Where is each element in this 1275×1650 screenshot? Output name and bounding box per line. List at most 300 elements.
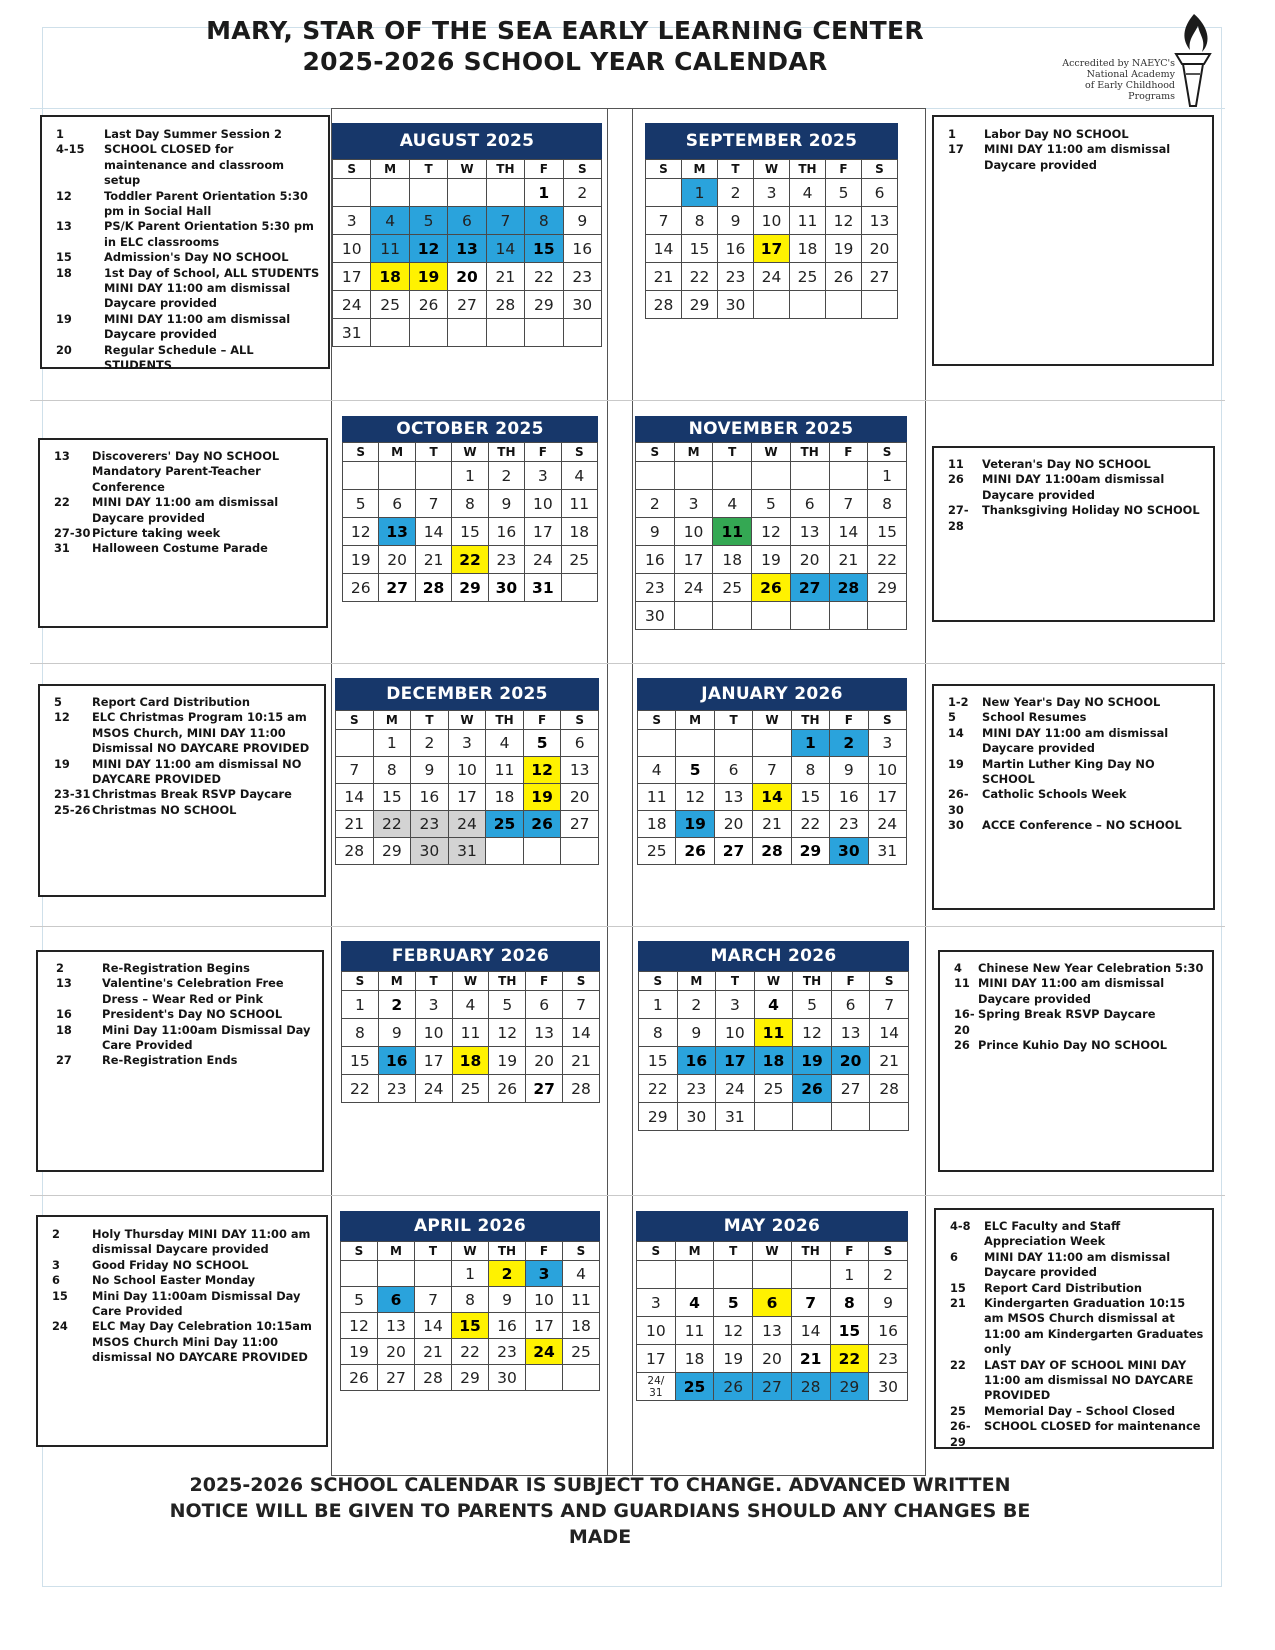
day-cell: 4 [754, 991, 793, 1019]
day-cell: 30 [488, 574, 524, 602]
day-cell: 1 [682, 179, 718, 207]
day-cell: 24/ 31 [637, 1373, 676, 1401]
day-cell: 28 [415, 1365, 452, 1391]
week-row [638, 838, 907, 865]
day-cell: 26 [343, 574, 379, 602]
day-cell: 26 [341, 1365, 378, 1391]
empty-cell [790, 291, 826, 319]
weekday-label: TH [486, 711, 524, 730]
accreditation-text: Accredited by NAEYC's National Academy of Early Childhood Programs [1062, 58, 1175, 102]
week-row [343, 462, 598, 490]
day-cell: 13 [831, 1019, 870, 1047]
day-cell: 27 [561, 811, 599, 838]
row-separator [30, 1195, 1225, 1196]
weekday-label: S [639, 972, 678, 991]
note-entry [54, 787, 316, 802]
note-text: MINI DAY 11:00 am dismissal Daycare provided [104, 311, 291, 342]
day-cell: 6 [714, 757, 752, 784]
note-date: 19 [54, 756, 70, 771]
day-cell: 26 [752, 574, 791, 602]
day-cell: 6 [378, 1287, 415, 1313]
day-cell: 20 [379, 546, 415, 574]
day-cell: 4 [713, 490, 752, 518]
weekday-label: W [452, 972, 489, 991]
calendar-august-2025 [332, 123, 602, 347]
day-cell: 19 [409, 263, 447, 291]
day-cell: 3 [525, 462, 561, 490]
day-cell: 24 [415, 1075, 452, 1103]
day-cell: 5 [489, 991, 526, 1019]
empty-cell [561, 838, 599, 865]
day-cell: 5 [409, 207, 447, 235]
day-cell: 18 [713, 546, 752, 574]
day-cell: 22 [639, 1075, 678, 1103]
week-row [341, 1339, 600, 1365]
day-cell: 23 [488, 546, 524, 574]
day-cell: 21 [791, 1345, 830, 1373]
weekday-label: W [754, 972, 793, 991]
day-cell: 18 [486, 784, 524, 811]
weekday-label: W [754, 160, 790, 179]
day-cell: 15 [791, 784, 829, 811]
weekday-label: T [411, 711, 449, 730]
weekday-label: S [869, 1242, 908, 1261]
day-cell: 13 [378, 1313, 415, 1339]
note-text: MINI DAY 11:00 am dismissal NO DAYCARE PROVIDED [92, 756, 302, 787]
day-cell: 23 [830, 811, 868, 838]
weekday-label: S [868, 443, 907, 462]
note-date: 5 [54, 695, 62, 709]
weekday-label: TH [790, 160, 826, 179]
day-cell: 19 [489, 1047, 526, 1075]
month-grid [636, 1241, 908, 1401]
day-cell: 22 [682, 263, 718, 291]
day-cell: 14 [336, 784, 374, 811]
note-date: 15 [950, 1280, 966, 1295]
day-cell: 25 [754, 1075, 793, 1103]
day-cell: 8 [452, 1287, 489, 1313]
day-cell: 19 [523, 784, 561, 811]
note-entry [54, 757, 316, 788]
day-cell: 20 [790, 546, 829, 574]
day-cell: 14 [563, 1019, 600, 1047]
note-date: 1-2 [948, 695, 969, 709]
note-date: 3 [52, 1257, 60, 1272]
day-cell: 3 [716, 991, 755, 1019]
day-cell: 7 [415, 490, 451, 518]
day-cell: 18 [452, 1047, 489, 1075]
note-date: 15 [56, 250, 72, 265]
note-entry [52, 1258, 318, 1273]
day-cell: 14 [646, 235, 682, 263]
month-grid [335, 710, 599, 865]
day-cell: 20 [753, 1345, 792, 1373]
day-cell: 21 [415, 546, 451, 574]
day-cell: 15 [830, 1317, 869, 1345]
weekday-label: S [870, 972, 909, 991]
day-cell: 23 [677, 1075, 716, 1103]
month-grid [637, 710, 907, 865]
day-cell: 6 [831, 991, 870, 1019]
day-cell: 5 [793, 991, 832, 1019]
week-row [646, 207, 898, 235]
note-entry [52, 1289, 318, 1320]
note-date: 15 [52, 1288, 68, 1303]
empty-cell [563, 319, 601, 347]
day-cell: 6 [561, 730, 599, 757]
day-cell: 29 [868, 574, 907, 602]
note-entry [54, 526, 318, 541]
week-row [336, 784, 599, 811]
day-cell: 18 [754, 1047, 793, 1075]
day-cell: 10 [448, 757, 486, 784]
empty-cell [486, 179, 524, 207]
day-cell: 4 [452, 991, 489, 1019]
day-cell: 28 [646, 291, 682, 319]
empty-cell [831, 1103, 870, 1131]
day-cell: 10 [415, 1019, 452, 1047]
day-cell: 17 [525, 518, 561, 546]
day-cell: 22 [791, 811, 829, 838]
week-row [646, 291, 898, 319]
week-row [343, 546, 598, 574]
weekday-label: M [674, 443, 713, 462]
day-cell: 19 [343, 546, 379, 574]
day-cell: 12 [714, 1317, 753, 1345]
day-cell: 5 [714, 1289, 753, 1317]
note-text: Holy Thursday MINI DAY 11:00 am dismissal Daycare provided [92, 1227, 311, 1257]
weekday-label: S [561, 443, 597, 462]
day-cell: 27 [448, 291, 486, 319]
day-cell: 30 [563, 291, 601, 319]
note-text: No School Easter Monday [92, 1273, 256, 1288]
day-cell: 29 [830, 1373, 869, 1401]
empty-cell [336, 730, 374, 757]
day-cell: 25 [713, 574, 752, 602]
day-cell: 27 [790, 574, 829, 602]
day-cell: 4 [675, 1289, 714, 1317]
note-entry [56, 312, 320, 343]
day-cell: 11 [486, 757, 524, 784]
day-cell: 10 [716, 1019, 755, 1047]
day-cell: 23 [489, 1339, 526, 1365]
empty-cell [371, 319, 409, 347]
day-cell: 7 [563, 991, 600, 1019]
note-entry [56, 250, 320, 265]
week-row [341, 1261, 600, 1287]
weekday-label: F [526, 1242, 563, 1261]
note-text: Last Day Summer Session 2 [104, 127, 282, 141]
weekday-label: F [831, 972, 870, 991]
note-entry [56, 976, 314, 1007]
day-cell: 16 [378, 1047, 415, 1075]
day-cell: 15 [452, 1313, 489, 1339]
weekday-label: W [448, 711, 486, 730]
day-cell: 1 [868, 462, 907, 490]
note-text: Picture taking week [92, 526, 221, 541]
week-row [333, 207, 602, 235]
day-cell: 10 [754, 207, 790, 235]
empty-cell [793, 1103, 832, 1131]
week-row [638, 730, 907, 757]
week-row [333, 235, 602, 263]
day-cell: 3 [448, 730, 486, 757]
day-cell: 6 [526, 991, 563, 1019]
day-cell: 15 [525, 235, 563, 263]
note-date: 1 [56, 127, 64, 141]
notes-january [932, 684, 1215, 910]
note-text: ACCE Conference – NO SCHOOL [982, 818, 1182, 833]
empty-cell [754, 1103, 793, 1131]
note-entry [52, 1227, 318, 1258]
calendar-column-divider [607, 108, 633, 1476]
day-cell: 21 [415, 1339, 452, 1365]
day-cell: 14 [791, 1317, 830, 1345]
weekday-label: S [862, 160, 898, 179]
note-text: Re-Registration Ends [102, 1053, 238, 1068]
weekday-label: T [716, 972, 755, 991]
note-text: Labor Day NO SCHOOL [984, 127, 1129, 141]
day-cell: 12 [523, 757, 561, 784]
calendar-january-2026 [637, 678, 907, 865]
day-cell: 1 [791, 730, 829, 757]
day-cell: 17 [637, 1345, 676, 1373]
day-cell: 13 [714, 784, 752, 811]
day-cell: 27 [831, 1075, 870, 1103]
day-cell: 13 [561, 757, 599, 784]
day-cell: 22 [452, 1339, 489, 1365]
note-date: 22 [950, 1357, 966, 1372]
day-cell: 21 [486, 263, 524, 291]
empty-cell [486, 319, 524, 347]
note-entry [56, 1007, 314, 1022]
day-cell: 6 [753, 1289, 792, 1317]
day-cell: 9 [411, 757, 449, 784]
day-cell: 31 [868, 838, 906, 865]
day-cell: 19 [676, 811, 714, 838]
week-row [636, 490, 907, 518]
day-cell: 16 [869, 1317, 908, 1345]
note-date: 22 [54, 495, 70, 510]
day-cell: 30 [636, 602, 675, 630]
weekday-label: S [341, 1242, 378, 1261]
weekday-label: TH [793, 972, 832, 991]
notes-february [36, 950, 324, 1172]
calendar-september-2025 [645, 123, 898, 319]
weekday-label: M [682, 160, 718, 179]
day-cell: 2 [636, 490, 675, 518]
day-cell: 16 [411, 784, 449, 811]
day-cell: 12 [409, 235, 447, 263]
note-date: 27-30 [54, 526, 91, 541]
empty-cell [826, 291, 862, 319]
empty-cell [713, 462, 752, 490]
day-cell: 1 [525, 179, 563, 207]
week-row [638, 811, 907, 838]
notes-december [38, 684, 326, 897]
day-cell: 2 [830, 730, 868, 757]
day-cell: 18 [371, 263, 409, 291]
month-title: OCTOBER 2025 [342, 416, 598, 442]
day-cell: 16 [563, 235, 601, 263]
day-cell: 14 [415, 1313, 452, 1339]
day-cell: 20 [831, 1047, 870, 1075]
week-row [646, 235, 898, 263]
weekday-label: F [525, 443, 561, 462]
day-cell: 26 [714, 1373, 753, 1401]
note-text: Good Friday NO SCHOOL [92, 1257, 249, 1272]
note-text: Mini Day 11:00am Dismissal Day Care Provided [102, 1022, 311, 1053]
day-cell: 27 [526, 1075, 563, 1103]
day-cell: 7 [870, 991, 909, 1019]
day-cell: 27 [862, 263, 898, 291]
weekday-label: F [525, 160, 563, 179]
week-row [342, 1075, 600, 1103]
empty-cell [638, 730, 676, 757]
day-cell: 21 [870, 1047, 909, 1075]
day-cell: 28 [753, 838, 791, 865]
day-cell: 4 [371, 207, 409, 235]
day-cell: 20 [448, 263, 486, 291]
note-entry [56, 266, 320, 312]
month-title: NOVEMBER 2025 [635, 416, 907, 442]
empty-cell [790, 602, 829, 630]
week-row [336, 730, 599, 757]
note-date: 18 [56, 265, 72, 280]
day-cell: 3 [674, 490, 713, 518]
month-title: FEBRUARY 2026 [341, 941, 600, 971]
day-cell: 1 [452, 462, 488, 490]
note-date: 13 [56, 976, 72, 991]
note-text: Chinese New Year Celebration 5:30 [978, 961, 1204, 975]
weekday-label: W [753, 1242, 792, 1261]
day-cell: 24 [868, 811, 906, 838]
empty-cell [713, 602, 752, 630]
weekday-label: S [637, 1242, 676, 1261]
day-cell: 9 [830, 757, 868, 784]
day-cell: 24 [526, 1339, 563, 1365]
weekday-label: S [868, 711, 906, 730]
note-entry [948, 503, 1205, 534]
day-cell: 17 [526, 1313, 563, 1339]
month-grid [332, 159, 602, 347]
note-entry [948, 472, 1205, 503]
empty-cell [486, 838, 524, 865]
note-date: 14 [948, 725, 964, 740]
note-entry [950, 1404, 1204, 1419]
note-text: 1st Day of School, ALL STUDENTS MINI DAY 11:00 am dismissal Daycare provided [104, 265, 320, 311]
note-entry [948, 818, 1205, 833]
month-grid [342, 442, 598, 602]
week-row [639, 991, 909, 1019]
day-cell: 29 [452, 574, 488, 602]
day-cell: 3 [526, 1261, 563, 1287]
weekday-label: S [561, 711, 599, 730]
empty-cell [754, 291, 790, 319]
empty-cell [674, 602, 713, 630]
week-row [639, 1103, 909, 1131]
day-cell: 25 [790, 263, 826, 291]
note-date: 2 [52, 1227, 60, 1241]
day-cell: 27 [379, 574, 415, 602]
day-cell: 20 [714, 811, 752, 838]
day-cell: 11 [561, 490, 597, 518]
page-title: MARY, STAR OF THE SEA EARLY LEARNING CENTER [206, 16, 924, 45]
note-text: ELC Christmas Program 10:15 am MSOS Church, MINI DAY 11:00 Dismissal NO DAYCARE PROVIDED [92, 710, 310, 756]
day-cell: 28 [336, 838, 374, 865]
note-text: Halloween Costume Parade [92, 541, 268, 556]
day-cell: 11 [754, 1019, 793, 1047]
weekday-label: T [714, 1242, 753, 1261]
day-cell: 18 [563, 1313, 600, 1339]
note-date: 17 [948, 142, 964, 157]
day-cell: 4 [486, 730, 524, 757]
weekday-label: F [830, 711, 868, 730]
note-date: 27-28 [948, 503, 969, 533]
weekday-label: T [713, 443, 752, 462]
day-cell: 18 [561, 518, 597, 546]
day-cell: 20 [378, 1339, 415, 1365]
page-subtitle: 2025-2026 SCHOOL YEAR CALENDAR [302, 47, 828, 76]
week-row [342, 1019, 600, 1047]
note-entry [52, 1273, 318, 1288]
empty-cell [636, 462, 675, 490]
note-text: ELC May Day Celebration 10:15am MSOS Church Mini Day 11:00 dismissal NO DAYCARE PROVIDED [92, 1319, 312, 1365]
empty-cell [829, 462, 868, 490]
note-date: 25-26 [54, 802, 91, 817]
day-cell: 19 [714, 1345, 753, 1373]
note-date: 16 [56, 1007, 72, 1022]
day-cell: 15 [639, 1047, 678, 1075]
day-cell: 24 [754, 263, 790, 291]
weekday-label: W [753, 711, 791, 730]
day-cell: 28 [486, 291, 524, 319]
day-cell: 26 [523, 811, 561, 838]
day-cell: 27 [753, 1373, 792, 1401]
note-text: Report Card Distribution [984, 1280, 1142, 1295]
day-cell: 9 [869, 1289, 908, 1317]
note-text: Re-Registration Begins [102, 961, 250, 975]
week-row [336, 838, 599, 865]
day-cell: 9 [489, 1287, 526, 1313]
note-entry [52, 1319, 318, 1365]
day-cell: 10 [526, 1287, 563, 1313]
day-cell: 9 [378, 1019, 415, 1047]
day-cell: 8 [452, 490, 488, 518]
notes-march [938, 950, 1214, 1172]
weekday-label: TH [489, 972, 526, 991]
note-text: MINI DAY 11:00 am dismissal Daycare provided [982, 725, 1169, 756]
day-cell: 14 [753, 784, 791, 811]
note-date: 30 [948, 818, 964, 833]
empty-cell [523, 838, 561, 865]
note-date: 4-15 [56, 142, 85, 157]
day-cell: 10 [637, 1317, 676, 1345]
week-row [343, 490, 598, 518]
note-date: 26-29 [950, 1419, 971, 1449]
week-row [333, 291, 602, 319]
note-date: 12 [54, 710, 70, 725]
day-cell: 12 [793, 1019, 832, 1047]
note-date: 1 [948, 127, 956, 141]
weekday-label: M [676, 711, 714, 730]
note-entry [954, 1038, 1204, 1053]
note-entry [954, 961, 1204, 976]
day-cell: 4 [790, 179, 826, 207]
day-cell: 17 [674, 546, 713, 574]
note-date: 6 [950, 1249, 958, 1264]
note-date: 19 [948, 756, 964, 771]
